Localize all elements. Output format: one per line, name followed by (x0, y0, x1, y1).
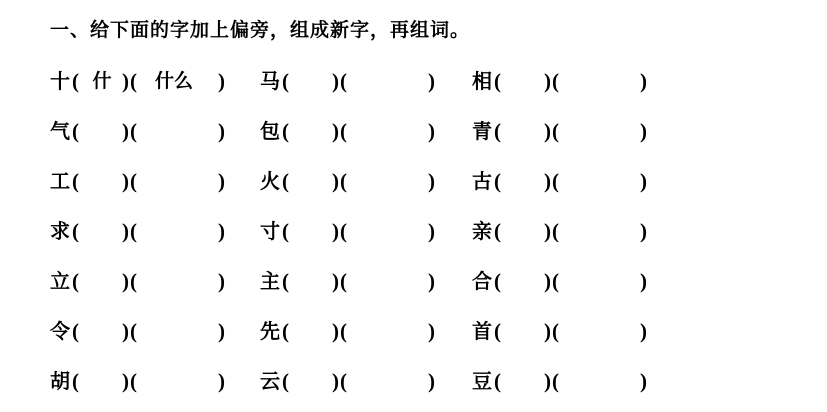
close-paren: ) (428, 269, 435, 293)
open-paren: ( (552, 369, 559, 393)
close-paren: ) (428, 319, 435, 343)
base-character: 寸 (260, 219, 280, 243)
open-paren: ( (72, 269, 79, 293)
close-paren: ) (122, 369, 129, 393)
open-paren: ( (72, 119, 79, 143)
open-paren: ( (130, 269, 137, 293)
open-paren: ( (552, 119, 559, 143)
close-paren: ) (218, 319, 225, 343)
close-paren: ) (640, 119, 647, 143)
open-paren: ( (282, 119, 289, 143)
open-paren: ( (552, 69, 559, 93)
base-character: 豆 (472, 369, 492, 393)
close-paren: ) (332, 219, 339, 243)
base-character: 胡 (50, 369, 70, 393)
close-paren: ) (122, 319, 129, 343)
open-paren: ( (494, 319, 501, 343)
close-paren: ) (544, 219, 551, 243)
base-character: 青 (472, 119, 492, 143)
close-paren: ) (332, 319, 339, 343)
base-character: 相 (472, 69, 492, 93)
close-paren: ) (544, 369, 551, 393)
open-paren: ( (340, 119, 347, 143)
open-paren: ( (494, 119, 501, 143)
close-paren: ) (544, 69, 551, 93)
close-paren: ) (428, 219, 435, 243)
close-paren: ) (122, 169, 129, 193)
open-paren: ( (72, 169, 79, 193)
exercise-row (0, 216, 827, 246)
exercise-title: 一、给下面的字加上偏旁，组成新字，再组词。 (50, 19, 471, 41)
word-blank[interactable]: 什么 (154, 70, 194, 92)
close-paren: ) (428, 119, 435, 143)
base-character: 十 (50, 69, 70, 93)
open-paren: ( (282, 69, 289, 93)
exercise-row (0, 66, 827, 96)
close-paren: ) (218, 69, 225, 93)
close-paren: ) (218, 119, 225, 143)
close-paren: ) (640, 219, 647, 243)
close-paren: ) (640, 369, 647, 393)
close-paren: ) (332, 169, 339, 193)
open-paren: ( (340, 319, 347, 343)
open-paren: ( (130, 69, 137, 93)
close-paren: ) (218, 269, 225, 293)
open-paren: ( (494, 169, 501, 193)
base-character: 先 (260, 319, 280, 343)
base-character: 云 (260, 369, 280, 393)
close-paren: ) (428, 169, 435, 193)
close-paren: ) (640, 169, 647, 193)
base-character: 火 (260, 169, 280, 193)
exercise-row (0, 166, 827, 196)
open-paren: ( (494, 219, 501, 243)
open-paren: ( (282, 169, 289, 193)
open-paren: ( (340, 69, 347, 93)
base-character: 主 (260, 269, 280, 293)
open-paren: ( (72, 219, 79, 243)
close-paren: ) (332, 369, 339, 393)
base-character: 亲 (472, 219, 492, 243)
close-paren: ) (332, 119, 339, 143)
open-paren: ( (72, 369, 79, 393)
exercise-row (0, 266, 827, 296)
base-character: 合 (472, 269, 492, 293)
close-paren: ) (544, 319, 551, 343)
base-character: 求 (50, 219, 70, 243)
open-paren: ( (494, 369, 501, 393)
close-paren: ) (218, 169, 225, 193)
open-paren: ( (552, 269, 559, 293)
open-paren: ( (552, 169, 559, 193)
close-paren: ) (122, 219, 129, 243)
close-paren: ) (640, 319, 647, 343)
open-paren: ( (340, 169, 347, 193)
close-paren: ) (544, 269, 551, 293)
open-paren: ( (340, 219, 347, 243)
close-paren: ) (218, 369, 225, 393)
base-character: 马 (260, 69, 280, 93)
close-paren: ) (332, 69, 339, 93)
close-paren: ) (544, 119, 551, 143)
open-paren: ( (130, 169, 137, 193)
open-paren: ( (130, 369, 137, 393)
close-paren: ) (428, 69, 435, 93)
exercise-row (0, 366, 827, 396)
close-paren: ) (122, 119, 129, 143)
open-paren: ( (72, 319, 79, 343)
open-paren: ( (282, 319, 289, 343)
open-paren: ( (130, 119, 137, 143)
open-paren: ( (282, 369, 289, 393)
base-character: 包 (260, 119, 280, 143)
open-paren: ( (340, 269, 347, 293)
open-paren: ( (494, 269, 501, 293)
exercise-row (0, 116, 827, 146)
open-paren: ( (130, 219, 137, 243)
base-character: 令 (50, 319, 70, 343)
open-paren: ( (282, 219, 289, 243)
close-paren: ) (122, 269, 129, 293)
close-paren: ) (332, 269, 339, 293)
open-paren: ( (552, 219, 559, 243)
close-paren: ) (640, 269, 647, 293)
open-paren: ( (282, 269, 289, 293)
open-paren: ( (340, 369, 347, 393)
base-character: 立 (50, 269, 70, 293)
close-paren: ) (544, 169, 551, 193)
new-character-blank[interactable]: 什 (92, 70, 112, 92)
close-paren: ) (428, 369, 435, 393)
open-paren: ( (130, 319, 137, 343)
open-paren: ( (552, 319, 559, 343)
base-character: 古 (472, 169, 492, 193)
open-paren: ( (494, 69, 501, 93)
close-paren: ) (640, 69, 647, 93)
close-paren: ) (122, 69, 129, 93)
exercise-row (0, 316, 827, 346)
base-character: 首 (472, 319, 492, 343)
close-paren: ) (218, 219, 225, 243)
open-paren: ( (72, 69, 79, 93)
base-character: 气 (50, 119, 70, 143)
base-character: 工 (50, 169, 70, 193)
